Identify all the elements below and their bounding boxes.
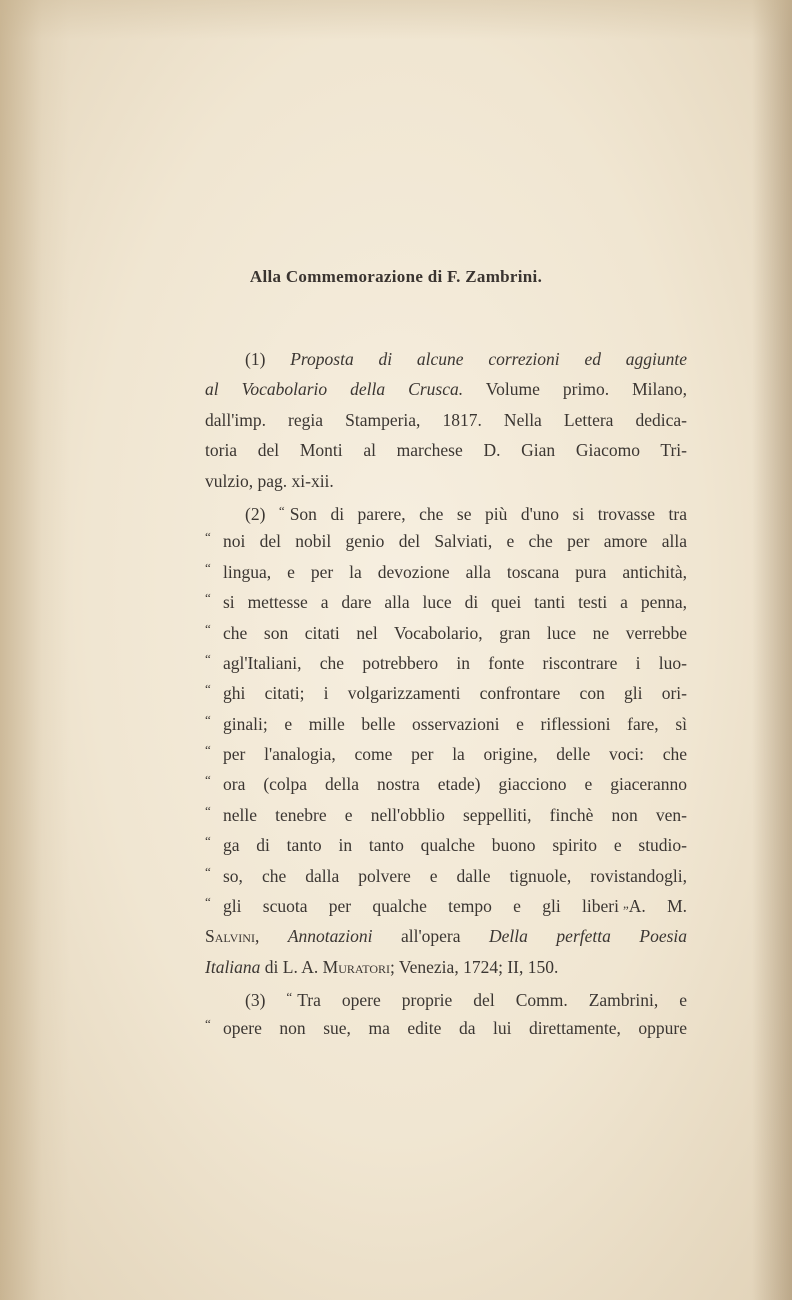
note2-editor: Muratori (322, 956, 391, 977)
note2-quote-mark: “ (205, 681, 211, 697)
note2-imprint: ; Venezia, 1724; II, 150. (390, 956, 559, 977)
note1-line5 (205, 466, 687, 496)
note2-line10 (205, 769, 687, 799)
note2-text-line: lingua, e per la devozione alla toscana pura antichità, (223, 561, 687, 582)
note2-text-line: per l'analogia, come per la origine, delle voci: che (223, 744, 687, 765)
note2-attrib-initials: A. M. (628, 896, 687, 917)
page-edge-shadow-right (752, 0, 792, 1300)
note2-text-line: Son di parere, che se più d'uno si trovasse tra (289, 503, 688, 524)
note2-quote-mark: “ (205, 711, 211, 727)
note2-text-line: si mettesse a dare alla luce di quei tanti testi a penna, (223, 592, 687, 613)
footnotes-body (205, 344, 687, 1043)
note2-opera-title2: Italiana (205, 956, 261, 977)
note2-text-line: so, che dalla polvere e dalle tignuole, rovistandogli, (223, 865, 687, 886)
note2-line1 (205, 496, 687, 526)
note3-text-line1: Tra opere proprie del Comm. Zambrini, e (297, 990, 688, 1011)
note2-close-quote: ” (622, 903, 629, 919)
note2-line13 (205, 861, 687, 891)
note2-text-line: ginali; e mille belle osservazioni e riflessioni fare, sì (223, 713, 687, 734)
note2-text-line: ghi citati; i volgarizzamenti confrontare con gli ori- (223, 683, 687, 704)
note3-line1 (205, 982, 687, 1012)
note1-line1 (205, 344, 687, 374)
note1-line4: toria del Monti al marchese D. Gian Giacomo Tri- (205, 440, 687, 461)
note2-line6 (205, 648, 687, 678)
note2-quote-mark: “ (205, 833, 211, 849)
note2-quote-mark: “ (205, 772, 211, 788)
note2-quote-mark: “ (205, 529, 211, 545)
note2-line3 (205, 557, 687, 587)
note1-after-title: Volume primo. Milano, (485, 379, 688, 400)
note2-number: (2) (245, 503, 266, 524)
note2-line2 (205, 526, 687, 556)
note2-opera-title1: Della perfetta Poesia (489, 926, 688, 947)
note3-line2 (205, 1013, 687, 1043)
note2-quote-mark: “ (205, 559, 211, 575)
note2-author: Salvini (205, 926, 255, 947)
note2-quote-mark: “ (205, 894, 211, 910)
note1-line3: dall'imp. regia Stamperia, 1817. Nella Lettera dedica- (205, 409, 687, 430)
note2-text-line: che son citati nel Vocabolario, gran luce ne verrebbe (223, 622, 687, 643)
note2-quote-mark: “ (205, 742, 211, 758)
note2-work: Annotazioni (287, 926, 373, 947)
note2-di: di L. A. (264, 956, 319, 977)
note1-title-part2: al Vocabolario della Crusca. (205, 379, 464, 400)
note2-all-opera: all'opera (400, 926, 461, 947)
note2-quote-mark: “ (205, 650, 211, 666)
note2-text-line: ga di tanto in tanto qualche buono spirito e studio- (223, 835, 687, 856)
note3-quote-mark: “ (205, 1015, 211, 1031)
note2-quote-mark: “ (205, 863, 211, 879)
note2-line7 (205, 678, 687, 708)
note2-line8 (205, 709, 687, 739)
note2-text-line: agl'Italiani, che potrebbero in fonte riscontrare i luo- (223, 652, 687, 673)
note3-open-quote: “ (286, 989, 293, 1005)
note1-title-part1: Proposta di alcune correzioni ed aggiunte (290, 349, 687, 369)
note2-quote-mark: “ (205, 802, 211, 818)
note2-text-line: ora (colpa della nostra etade) giacciono e giaceranno (223, 774, 687, 795)
note2-open-quote: “ (278, 502, 285, 518)
note2-line5 (205, 618, 687, 648)
note2-text-line: gli scuota per qualche tempo e gli liberi (223, 896, 619, 917)
note2-line4 (205, 587, 687, 617)
note1-line5-text: vulzio, pag. xi-xii. (205, 470, 334, 491)
note2-line9 (205, 739, 687, 769)
note1-line2 (205, 374, 687, 404)
note1-number: (1) (245, 349, 266, 369)
page-edge-shadow-top (0, 0, 792, 40)
note2-quote-mark: “ (205, 590, 211, 606)
page-heading: Alla Commemorazione di F. Zambrini. (249, 267, 543, 286)
note2-line14 (205, 891, 687, 921)
note2-citation-line2 (205, 952, 687, 982)
note2-text-line: nelle tenebre e nell'obblio seppelliti, finchè non ven- (223, 804, 687, 825)
note2-citation-line1: Salvini, Annotazioni all'opera Della perfetta Poesia (205, 926, 688, 947)
note3-number: (3) (245, 990, 266, 1011)
note2-text-line: noi del nobil genio del Salviati, e che per amore alla (223, 531, 687, 552)
note2-quote-mark: “ (205, 620, 211, 636)
note2-line12 (205, 830, 687, 860)
note3-text-line2: opere non sue, ma edite da lui direttamente, oppure (223, 1017, 687, 1038)
note2-line11 (205, 800, 687, 830)
page-edge-shadow-left (0, 0, 70, 1300)
